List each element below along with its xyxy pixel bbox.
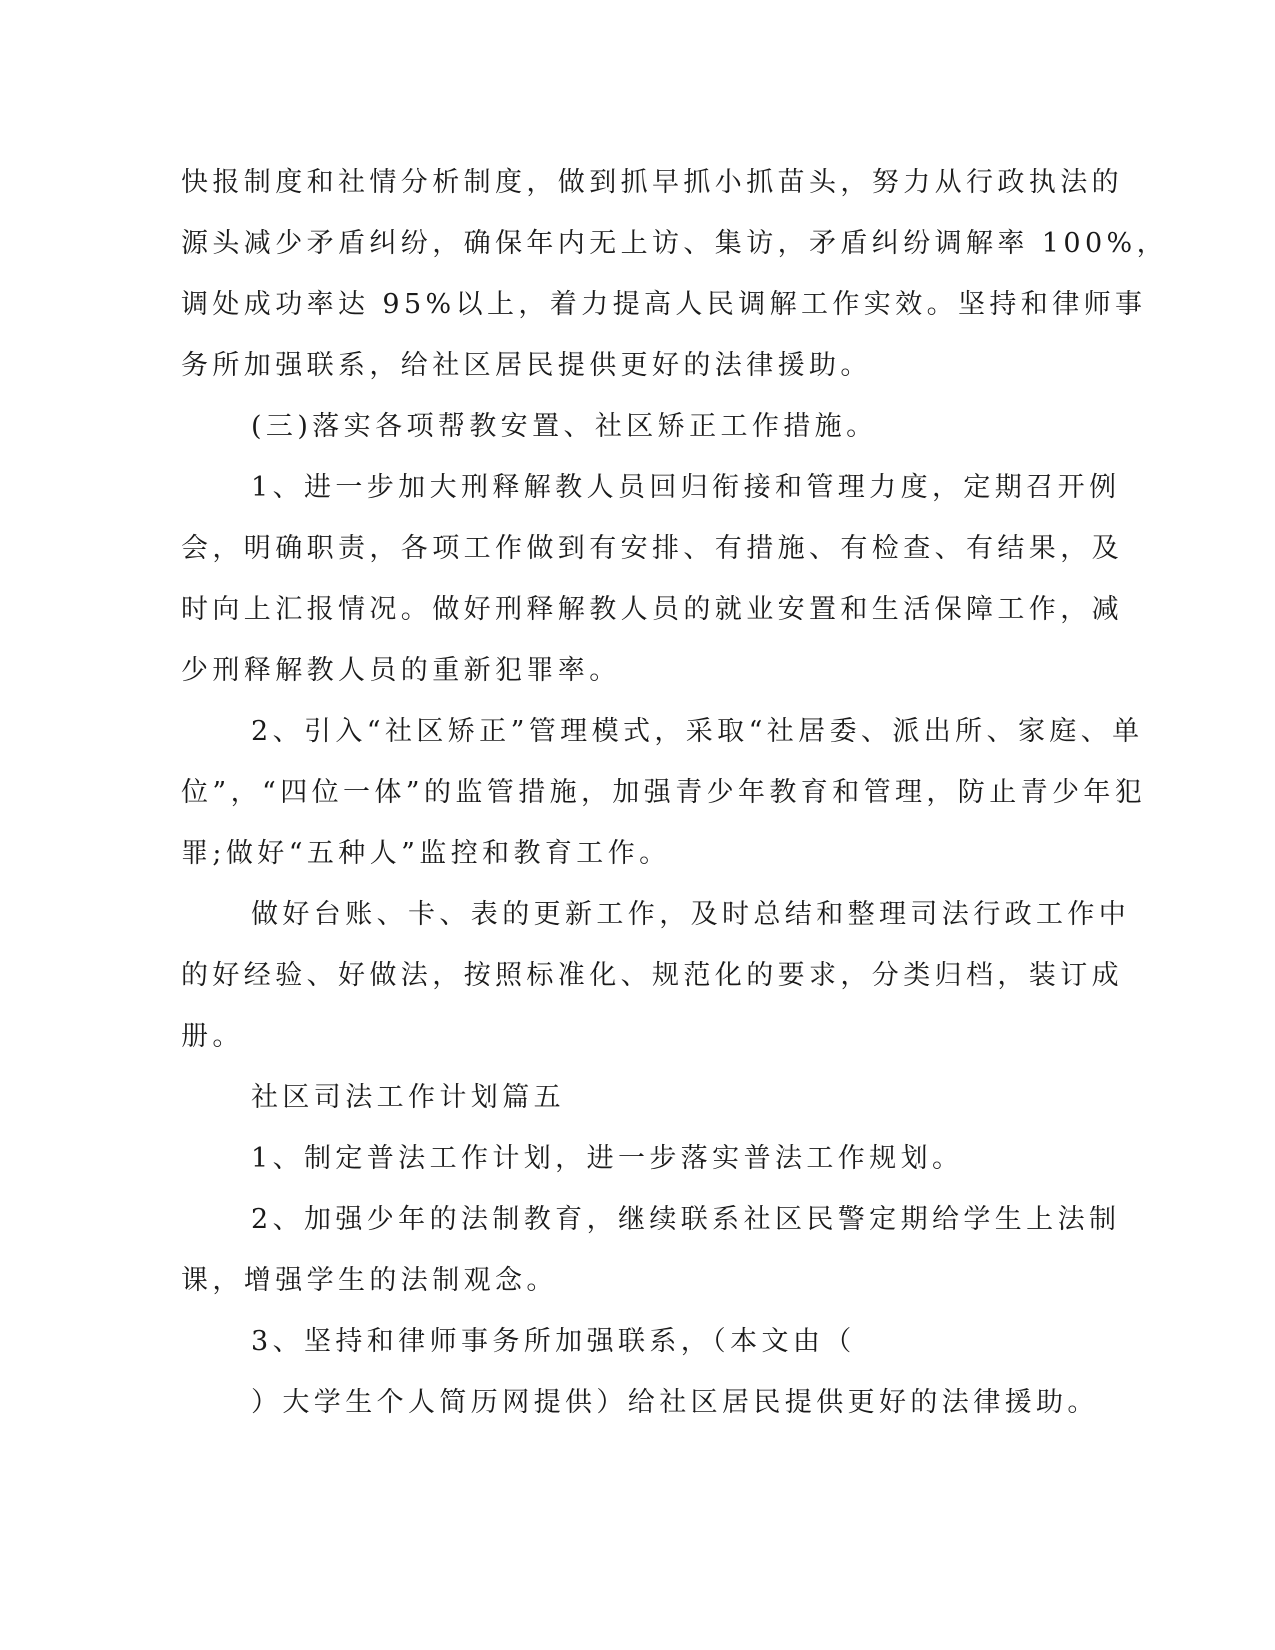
text-line: 快报制度和社情分析制度，做到抓早抓小抓苗头，努力从行政执法的 — [181, 167, 1123, 198]
paragraph-plan-1 — [181, 1128, 1041, 1189]
document-body — [181, 152, 1168, 1433]
text-line: 1、进一步加大刑释解教人员回归衔接和管理力度，定期召开例 — [251, 472, 1121, 503]
text-line: ）大学生个人简历网提供）给社区居民提供更好的法律援助。 — [251, 1387, 1099, 1418]
text-line: 罪;做好“五种人”监控和教育工作。 — [181, 838, 671, 869]
text-line: 少刑释解教人员的重新犯罪率。 — [181, 655, 621, 686]
text-line: 册。 — [181, 1021, 244, 1052]
text-line: 2、引入“社区矫正”管理模式，采取“社居委、派出所、家庭、单 — [251, 716, 1144, 747]
text-line: 做好台账、卡、表的更新工作，及时总结和整理司法行政工作中 — [251, 899, 1131, 930]
paragraph-ledger — [181, 884, 1131, 1067]
text-line: 务所加强联系，给社区居民提供更好的法律援助。 — [181, 350, 872, 381]
section-title-part-five — [181, 1067, 1041, 1128]
paragraph-plan-3-continued — [181, 1372, 1099, 1433]
text-line: 调处成功率达 95%以上，着力提高人民调解工作实效。坚持和律师事 — [181, 289, 1147, 320]
paragraph-plan-3 — [181, 1311, 1041, 1372]
paragraph-1 — [181, 152, 1168, 396]
paragraph-item-1 — [181, 457, 1123, 701]
text-line: 2、加强少年的法制教育，继续联系社区民警定期给学生上法制 — [251, 1204, 1121, 1235]
text-line: (三)落实各项帮教安置、社区矫正工作措施。 — [251, 411, 878, 442]
paragraph-item-2 — [181, 701, 1147, 884]
paragraph-plan-2 — [181, 1189, 1121, 1311]
text-line: 课，增强学生的法制观念。 — [181, 1265, 558, 1296]
section-heading-3 — [181, 396, 1041, 457]
text-line: 的好经验、好做法，按照标准化、规范化的要求，分类归档，装订成 — [181, 960, 1123, 991]
text-line: 3、坚持和律师事务所加强联系，（本文由（ — [251, 1326, 856, 1357]
text-line: 时向上汇报情况。做好刑释解教人员的就业安置和生活保障工作，减 — [181, 594, 1123, 625]
text-line: 位”，“四位一体”的监管措施，加强青少年教育和管理，防止青少年犯 — [181, 777, 1147, 808]
text-line: 社区司法工作计划篇五 — [251, 1082, 565, 1113]
text-line: 1、制定普法工作计划，进一步落实普法工作规划。 — [251, 1143, 964, 1174]
text-line: 源头减少矛盾纠纷，确保年内无上访、集访，矛盾纠纷调解率 100%， — [181, 228, 1168, 259]
text-line: 会，明确职责，各项工作做到有安排、有措施、有检查、有结果，及 — [181, 533, 1123, 564]
